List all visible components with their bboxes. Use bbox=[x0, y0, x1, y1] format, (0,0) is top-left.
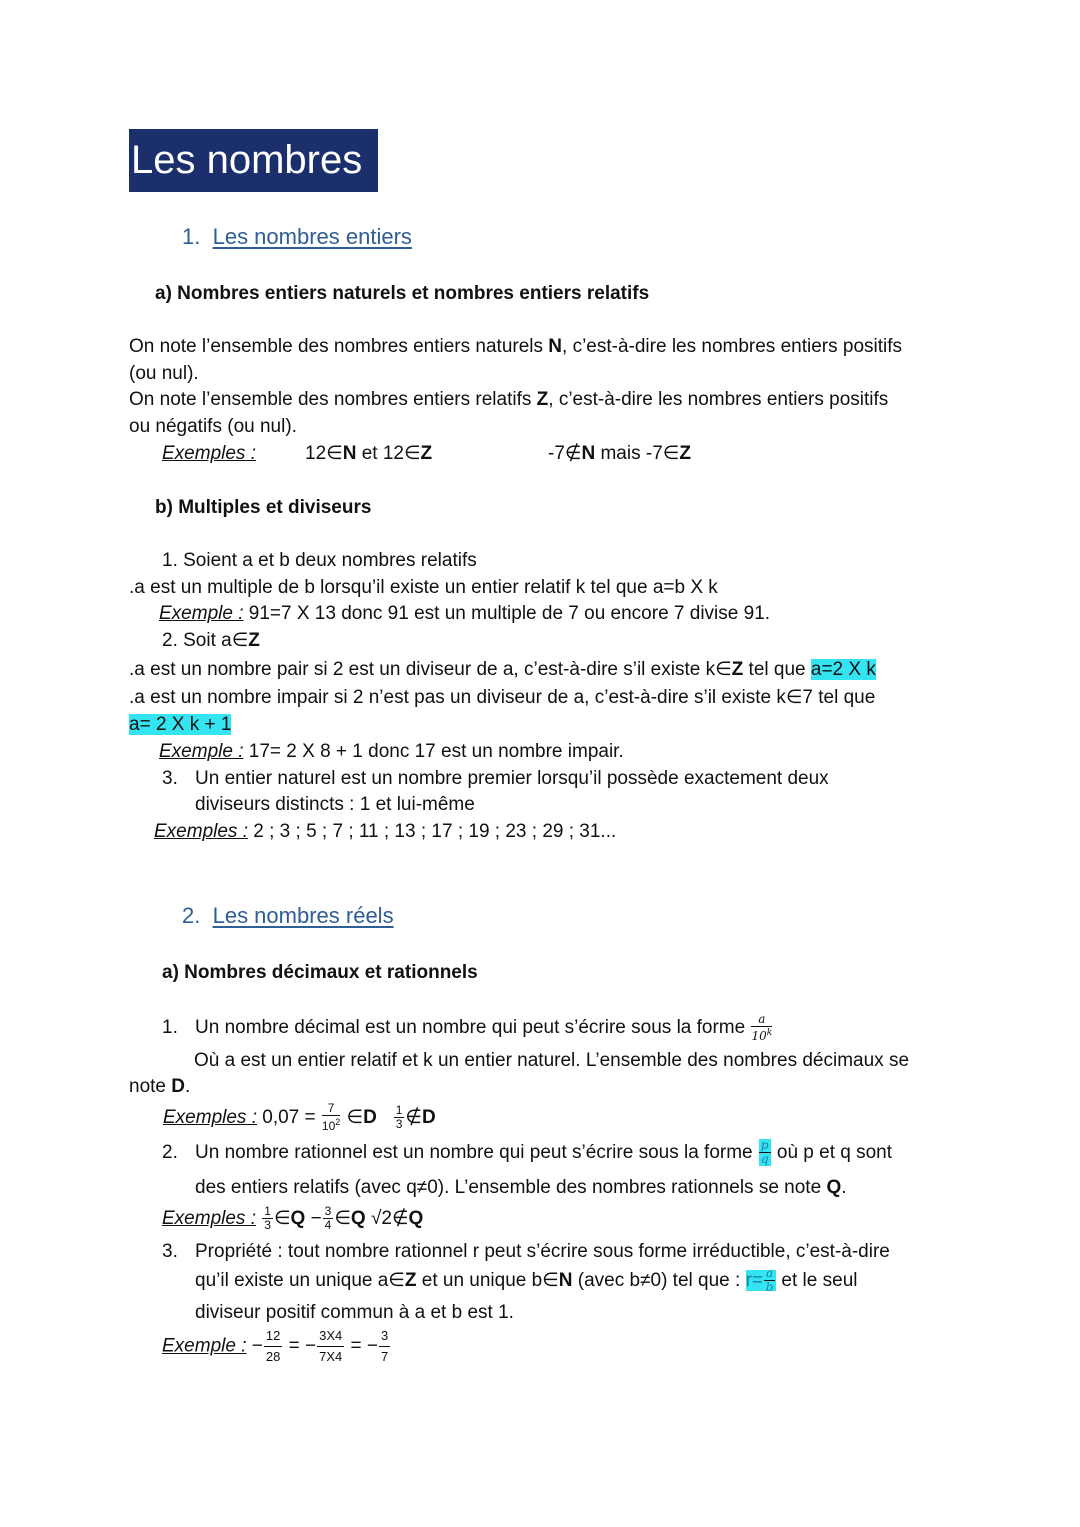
paragraph-line bbox=[129, 712, 231, 738]
numerator: a bbox=[766, 1266, 774, 1281]
set-symbol: Z bbox=[536, 389, 549, 410]
paragraph-line: .a est un nombre impair si 2 n’est pas un diviseur de a, c’est-à-dire s’il existe k∈7 tel que bbox=[129, 687, 876, 708]
text: − bbox=[246, 1335, 263, 1357]
text: ∉ bbox=[405, 1107, 422, 1128]
text: − bbox=[305, 1208, 322, 1229]
label: Exemples : bbox=[162, 443, 256, 464]
list-item bbox=[195, 1134, 892, 1172]
text: 2. Soit a∈ bbox=[162, 630, 249, 651]
paragraph-line: ou négatifs (ou nul). bbox=[129, 416, 297, 437]
numerator: 3 bbox=[379, 1326, 390, 1347]
fraction bbox=[323, 1205, 334, 1232]
denominator bbox=[322, 1116, 340, 1133]
set-symbol: Q bbox=[350, 1208, 366, 1229]
list-item: diviseurs distincts : 1 et lui-même bbox=[195, 794, 475, 815]
list-item: Où a est un entier relatif et k un entier naturel. L’ensemble des nombres décimaux se bbox=[194, 1050, 910, 1071]
set-symbol: Q bbox=[290, 1208, 306, 1229]
section-2-heading bbox=[182, 903, 394, 929]
list-item: 1. Soient a et b deux nombres relatifs bbox=[162, 550, 477, 571]
denominator: 7X4 bbox=[319, 1349, 343, 1364]
subsection-2a-heading: a) Nombres décimaux et rationnels bbox=[162, 962, 478, 983]
numerator: 12 bbox=[264, 1326, 282, 1347]
set-symbol: Z bbox=[679, 443, 691, 464]
highlight: a=2 X k bbox=[810, 659, 876, 680]
set-symbol: N bbox=[581, 443, 596, 464]
denominator: 7 bbox=[380, 1349, 389, 1364]
set-symbol: N bbox=[558, 1270, 573, 1291]
label: Exemples : bbox=[162, 1208, 256, 1229]
numerator: a bbox=[751, 1013, 772, 1027]
text: , c’est-à-dire les nombres entiers positifs bbox=[548, 389, 889, 410]
text: 0,07 = bbox=[256, 1107, 321, 1128]
subsection-1b-heading: b) Multiples et diviseurs bbox=[155, 497, 372, 518]
label: Exemple : bbox=[159, 603, 244, 624]
text: où p et q sont bbox=[771, 1142, 893, 1163]
example-text bbox=[548, 441, 691, 467]
text: qu’il existe un unique a∈ bbox=[195, 1270, 405, 1291]
highlight: a= 2 X k + 1 bbox=[129, 714, 232, 735]
text: On note l’ensemble des nombres entiers relatifs bbox=[129, 389, 537, 410]
label: Exemples : bbox=[154, 821, 248, 842]
set-symbol: D bbox=[421, 1107, 436, 1128]
highlight bbox=[745, 1266, 777, 1295]
fraction bbox=[322, 1102, 340, 1133]
set-symbol: D bbox=[171, 1076, 185, 1097]
denominator: 4 bbox=[324, 1218, 332, 1233]
example-text bbox=[305, 441, 432, 467]
set-symbol: Q bbox=[826, 1177, 842, 1198]
set-symbol: D bbox=[363, 1107, 377, 1128]
text: 17= 2 X 8 + 1 donc 17 est un nombre impair. bbox=[243, 741, 624, 762]
label: Exemple : bbox=[162, 1335, 247, 1357]
text: Un nombre rationnel est un nombre qui peut s’écrire sous la forme bbox=[195, 1142, 758, 1163]
section-2-number: 2. bbox=[182, 903, 201, 928]
set-symbol: Z bbox=[420, 443, 433, 464]
label: Exemples : bbox=[163, 1107, 257, 1128]
text: ∈ bbox=[341, 1107, 364, 1128]
text: (avec b≠0) tel que : bbox=[572, 1270, 746, 1291]
numerator: 1 bbox=[395, 1103, 403, 1118]
text: √2∉ bbox=[365, 1208, 409, 1229]
text: 12∈ bbox=[305, 443, 343, 464]
set-symbol: Q bbox=[408, 1208, 424, 1229]
text: 91=7 X 13 donc 91 est un multiple de 7 ou encore 7 divise 91. bbox=[243, 603, 771, 624]
page-title: Les nombres bbox=[129, 129, 378, 192]
example-line bbox=[162, 1202, 423, 1236]
numerator: 7 bbox=[322, 1102, 340, 1116]
text: , c’est-à-dire les nombres entiers positifs bbox=[562, 336, 903, 357]
label: Exemple : bbox=[159, 741, 244, 762]
numerator: 3X4 bbox=[317, 1326, 344, 1347]
denominator: 3 bbox=[264, 1218, 271, 1233]
text: tel que bbox=[743, 659, 811, 680]
section-1-title: Les nombres entiers bbox=[212, 224, 412, 249]
list-item: Un entier naturel est un nombre premier lorsqu’il possède exactement deux bbox=[195, 768, 829, 789]
list-item bbox=[195, 1264, 857, 1298]
list-item: diviseur positif commun à a et b est 1. bbox=[195, 1302, 514, 1323]
denominator: 28 bbox=[265, 1349, 281, 1364]
fraction bbox=[262, 1205, 273, 1232]
list-number: 3. bbox=[162, 768, 178, 789]
numerator: 1 bbox=[264, 1204, 271, 1219]
examples-label bbox=[162, 441, 256, 467]
list-number: 1. bbox=[162, 1017, 178, 1038]
base: 10 bbox=[751, 1028, 767, 1043]
denominator: b bbox=[765, 1280, 774, 1295]
set-symbol: N bbox=[342, 443, 357, 464]
numerator: p bbox=[760, 1138, 769, 1153]
text: ∈ bbox=[273, 1208, 291, 1229]
set-symbol: N bbox=[548, 336, 563, 357]
fraction bbox=[379, 1326, 390, 1367]
text: . bbox=[841, 1177, 847, 1198]
text: et 12∈ bbox=[356, 443, 421, 464]
subsection-1a-heading: a) Nombres entiers naturels et nombres entiers relatifs bbox=[155, 283, 650, 304]
section-1-heading bbox=[182, 224, 412, 250]
numerator: 3 bbox=[324, 1204, 332, 1219]
text: = − bbox=[345, 1335, 378, 1357]
fraction bbox=[751, 1013, 772, 1043]
paragraph-line bbox=[129, 387, 888, 413]
exponent: 2 bbox=[335, 1117, 341, 1128]
text: r= bbox=[745, 1270, 763, 1291]
set-symbol: Z bbox=[404, 1270, 417, 1291]
example-line bbox=[162, 1326, 391, 1367]
text: et le seul bbox=[776, 1270, 858, 1291]
denominator: q bbox=[760, 1152, 769, 1167]
example-line bbox=[159, 739, 624, 765]
example-line bbox=[159, 601, 770, 627]
section-1-number: 1. bbox=[182, 224, 201, 249]
list-item bbox=[195, 1175, 847, 1201]
paragraph-line bbox=[129, 1074, 190, 1100]
text: = bbox=[283, 1335, 305, 1357]
paragraph-line: (ou nul). bbox=[129, 363, 199, 384]
example-line bbox=[163, 1100, 436, 1136]
text: ∈ bbox=[334, 1208, 351, 1229]
text: Un nombre décimal est un nombre qui peut s’écrire sous la forme bbox=[195, 1017, 751, 1038]
list-number: 3. bbox=[162, 1241, 178, 1262]
list-item: Propriété : tout nombre rationnel r peut s’écrire sous forme irréductible, c’est-à-dire bbox=[195, 1241, 890, 1262]
text: des entiers relatifs (avec q≠0). L’ensemble des nombres rationnels se note bbox=[195, 1177, 827, 1198]
paragraph-line bbox=[129, 334, 902, 360]
exponent: k bbox=[766, 1027, 773, 1038]
text: -7∉ bbox=[548, 443, 582, 464]
text: mais -7∈ bbox=[595, 443, 680, 464]
fraction bbox=[394, 1104, 405, 1131]
text: On note l’ensemble des nombres entiers naturels bbox=[129, 336, 549, 357]
fraction bbox=[759, 1139, 771, 1166]
list-item bbox=[195, 1011, 773, 1045]
text: − bbox=[304, 1335, 317, 1357]
example-line bbox=[154, 819, 616, 845]
fraction bbox=[764, 1267, 775, 1294]
list-item bbox=[162, 628, 260, 654]
base: 10 bbox=[321, 1119, 336, 1134]
fraction bbox=[264, 1326, 282, 1367]
text: . bbox=[185, 1076, 191, 1097]
set-symbol: Z bbox=[248, 630, 260, 651]
set-symbol: Z bbox=[731, 659, 744, 680]
fraction bbox=[317, 1326, 344, 1367]
denominator: 3 bbox=[395, 1117, 403, 1132]
paragraph-line bbox=[129, 657, 876, 683]
paragraph-line: .a est un multiple de b lorsqu’il existe un entier relatif k tel que a=b X k bbox=[129, 577, 718, 598]
list-number: 2. bbox=[162, 1142, 178, 1163]
denominator bbox=[751, 1027, 772, 1043]
text: 2 ; 3 ; 5 ; 7 ; 11 ; 13 ; 17 ; 19 ; 23 ; 29 ; 31... bbox=[247, 821, 617, 842]
text: note bbox=[129, 1076, 172, 1097]
text: .a est un nombre pair si 2 est un diviseur de a, c’est-à-dire s’il existe k∈ bbox=[129, 659, 732, 680]
text: et un unique b∈ bbox=[416, 1270, 559, 1291]
section-2-title: Les nombres réels bbox=[212, 903, 394, 928]
